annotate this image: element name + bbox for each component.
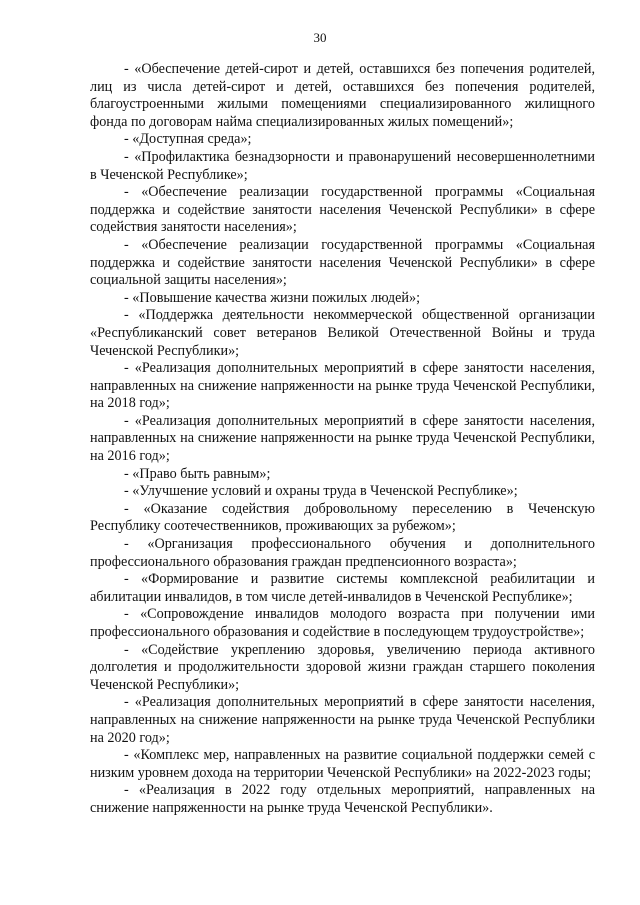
list-item: - «Обеспечение реализации государственной программы «Социальная поддержка и содействие занятости населения Чеченской Республики» в сфере содействия занятости населения»; (90, 184, 595, 236)
list-item: - «Реализация в 2022 году отдельных мероприятий, направленных на снижение напряженности на рынке труда Чеченской Республики». (90, 782, 595, 816)
list-item: - «Обеспечение детей-сирот и детей, оставшихся без попечения родителей, лиц из числа детей-сирот и детей, оставшихся без попечения родителей, благоустроенными жилыми помещениями специализированного жилищного фонда по договорам найма специализированных жилых помещений»; (90, 61, 595, 130)
list-item: - «Профилактика безнадзорности и правонарушений несовершеннолетними в Чеченской Республике»; (90, 148, 595, 183)
list-item: - «Обеспечение реализации государственной программы «Социальная поддержка и содействие занятости населения Чеченской Республики» в сфере социальной защиты населения»; (90, 236, 595, 289)
list-item: - «Поддержка деятельности некоммерческой общественной организации «Республиканский совет ветеранов Великой Отечественной Войны и труда Чеченской Республики»; (90, 307, 595, 359)
list-item: - «Право быть равным»; (124, 465, 271, 482)
list-item: - «Реализация дополнительных мероприятий в сфере занятости населения, направленных на снижение напряженности на рынке труда Чеченской Республики на 2020 год»; (90, 694, 595, 746)
list-item: - «Комплекс мер, направленных на развитие социальной поддержки семей с низким уровнем дохода на территории Чеченской Республики» на 2022-2023 годы; (90, 747, 595, 781)
list-item: - «Доступная среда»; (124, 131, 252, 148)
list-item: - «Повышение качества жизни пожилых людей»; (124, 289, 421, 306)
page-number: 30 (313, 30, 327, 45)
list-item: - «Сопровождение инвалидов молодого возраста при получении ими профессионального образования и содействие в последующем трудоустройстве»; (90, 606, 595, 640)
list-item: - «Улучшение условий и охраны труда в Чеченской Республике»; (124, 483, 518, 500)
list-item: - «Реализация дополнительных мероприятий в сфере занятости населения, направленных на снижение напряженности на рынке труда Чеченской Республики, на 2018 год»; (90, 360, 595, 412)
list-item: - «Организация профессионального обучения и дополнительного профессионального образования граждан предпенсионного возраста»; (90, 536, 595, 570)
list-item: - «Реализация дополнительных мероприятий в сфере занятости населения, направленных на снижение напряженности на рынке труда Чеченской Республики, на 2016 год»; (90, 412, 595, 465)
list-item: - «Содействие укреплению здоровья, увеличению периода активного долголетия и продолжительности здоровой жизни граждан старшего поколения Чеченской Республики»; (90, 641, 595, 693)
program-list (90, 61, 595, 818)
list-item: - «Оказание содействия добровольному переселению в Чеченскую Республику соотечественников, проживающих за рубежом»; (90, 500, 595, 535)
list-item: - «Формирование и развитие системы комплексной реабилитации и абилитации инвалидов, в том числе детей-инвалидов в Чеченской Республике»; (90, 571, 595, 605)
